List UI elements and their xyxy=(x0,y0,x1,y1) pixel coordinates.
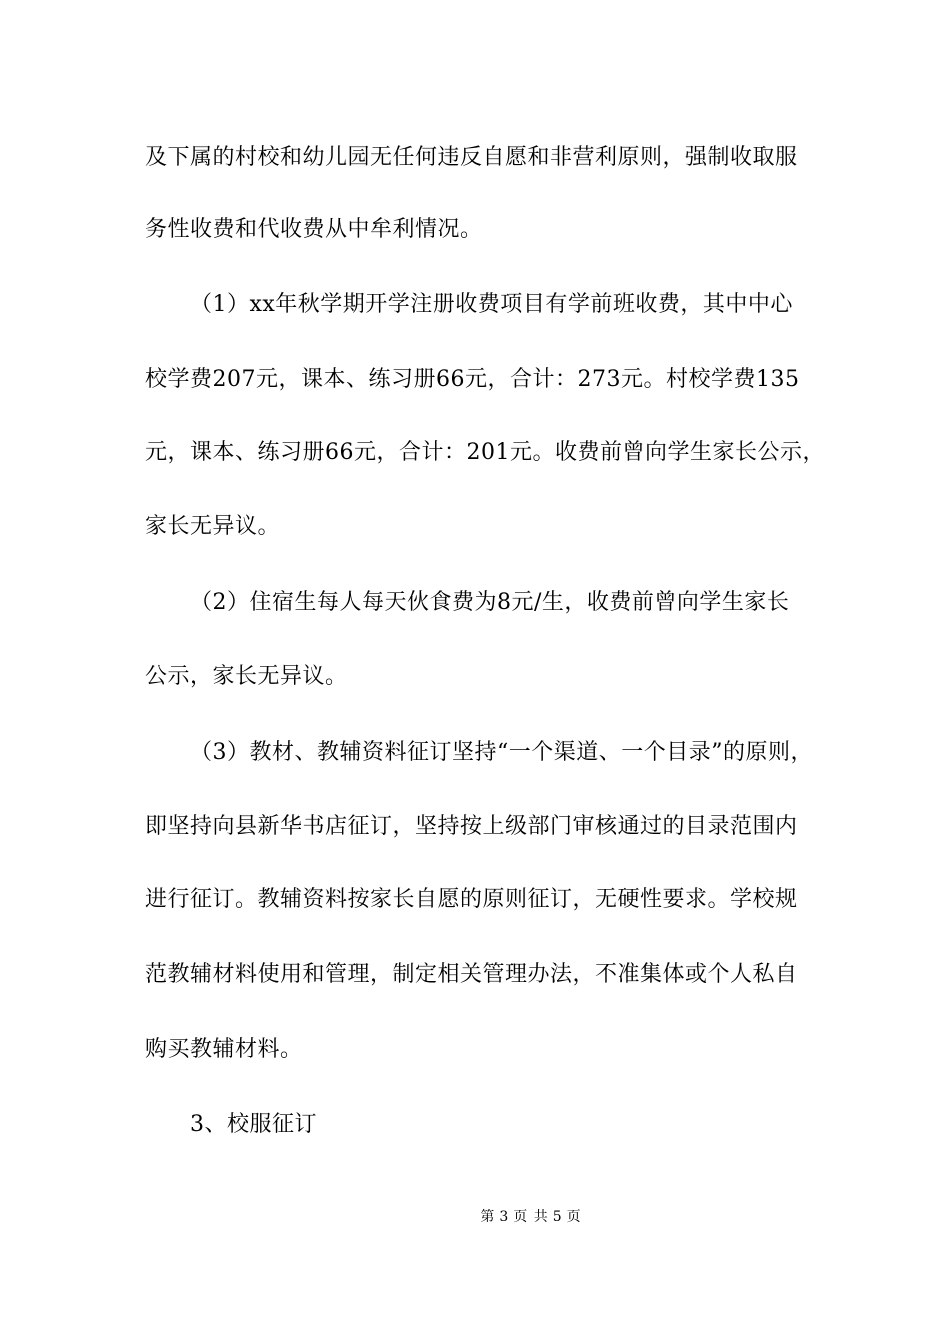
paragraph-line: 及下属的村校和幼儿园无任何违反自愿和非营利原则，强制收取服 xyxy=(145,145,798,170)
page-number xyxy=(478,1208,583,1226)
paragraph-line: （3）教材、教辅资料征订坚持“一个渠道、一个目录”的原则， xyxy=(190,740,813,765)
current-page: 3 xyxy=(499,1209,510,1225)
paragraph-line: 元，课本、练习册66元，合计：201元。收费前曾向学生家长公示， xyxy=(145,440,825,465)
paragraph-line: 购买教辅材料。 xyxy=(145,1037,303,1062)
total-pages: 5 xyxy=(552,1209,563,1225)
paragraph-line: 范教辅材料使用和管理，制定相关管理办法，不准集体或个人私自 xyxy=(145,962,798,987)
paragraph-line: 即坚持向县新华书店征订，坚持按上级部门审核通过的目录范围内 xyxy=(145,814,798,839)
paragraph-line: （2）住宿生每人每天伙食费为8元/生，收费前曾向学生家长 xyxy=(190,590,790,615)
paragraph-line: 公示，家长无异议。 xyxy=(145,664,348,689)
paragraph-line: 务性收费和代收费从中牟利情况。 xyxy=(145,217,483,242)
section-heading: 3、校服征订 xyxy=(190,1112,317,1137)
page-label-prefix: 第 xyxy=(480,1209,496,1225)
paragraph-line: （1）xx年秋学期开学注册收费项目有学前班收费，其中中心 xyxy=(190,292,793,317)
page-label-mid: 页 共 xyxy=(513,1209,549,1225)
paragraph-line: 校学费207元，课本、练习册66元，合计：273元。村校学费135 xyxy=(145,367,800,392)
paragraph-line: 家长无异议。 xyxy=(145,514,281,539)
page-label-suffix: 页 xyxy=(566,1209,582,1225)
page-footer xyxy=(0,1208,950,1226)
paragraph-line: 进行征订。教辅资料按家长自愿的原则征订，无硬性要求。学校规 xyxy=(145,887,798,912)
